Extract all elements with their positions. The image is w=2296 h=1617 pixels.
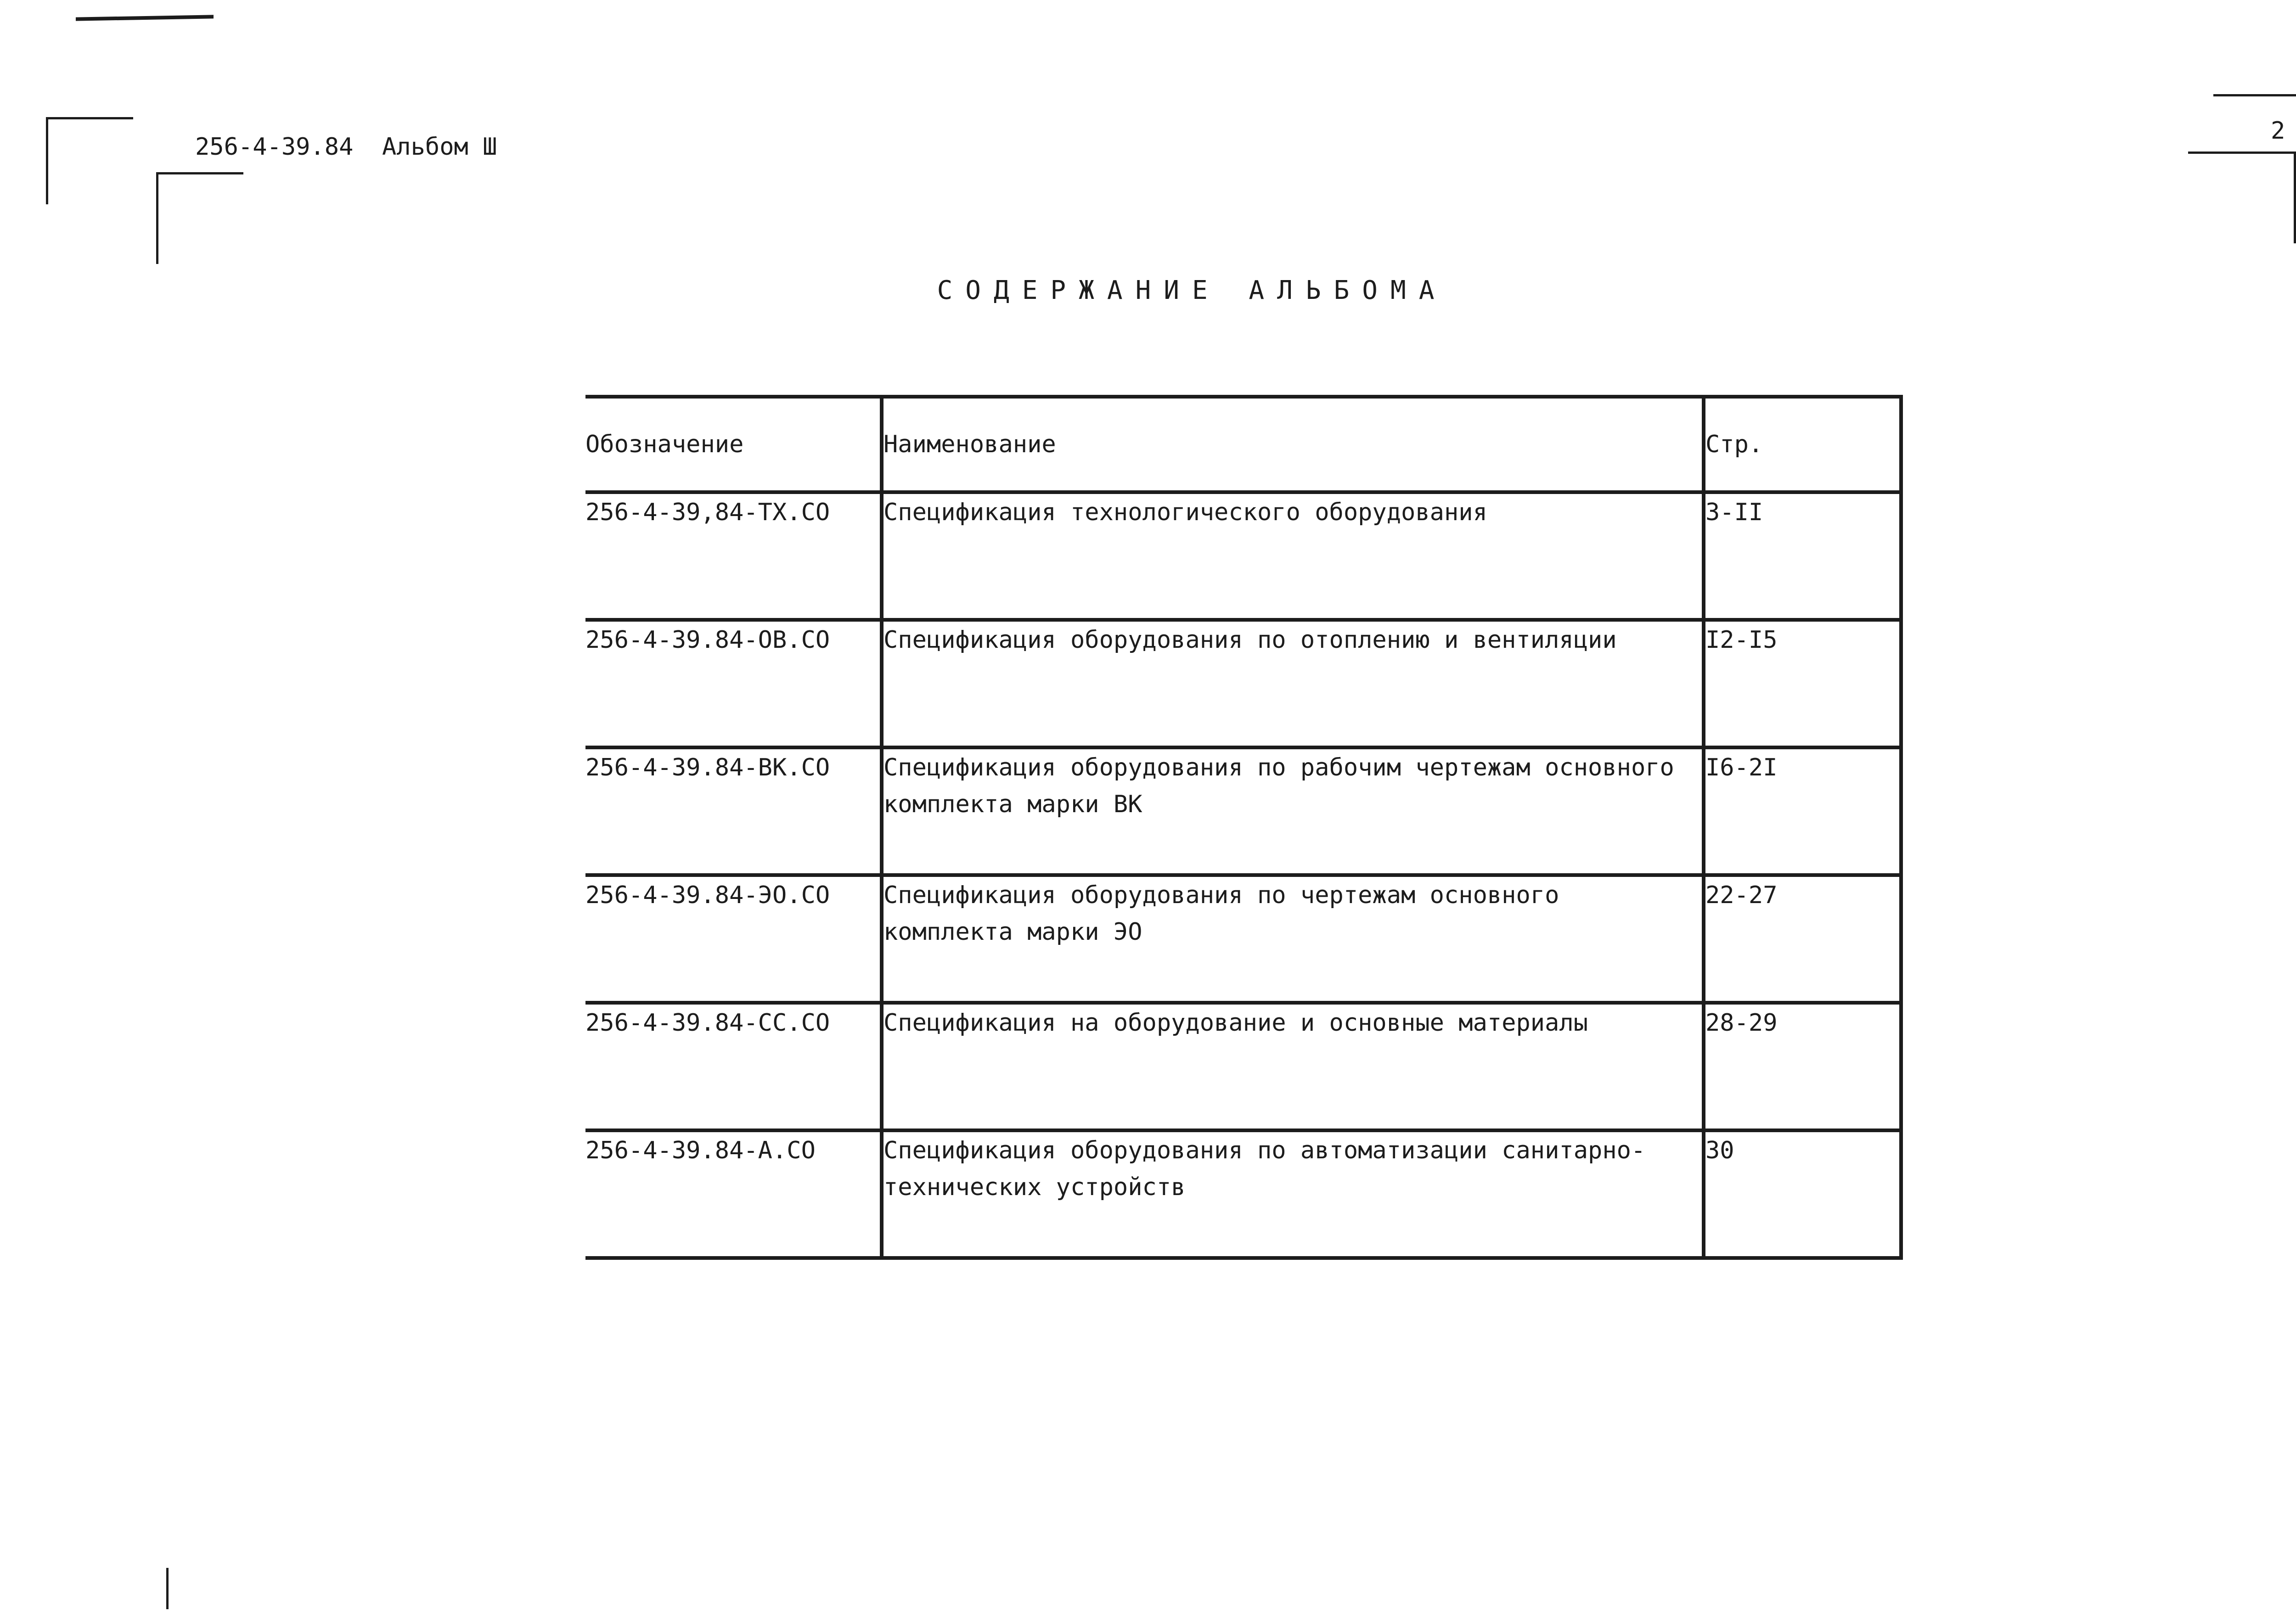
table-row <box>585 875 1901 1003</box>
table-header-row <box>585 397 1901 492</box>
column-header-designation: Обозначение <box>585 397 882 492</box>
frame-corner-inner-top-left-v <box>156 172 158 264</box>
row-name: Спецификация оборудования по автоматизации санитарно-технических устройств <box>882 1130 1704 1258</box>
page-title: СОДЕРЖАНИЕ АЛЬБОМА <box>937 275 1447 305</box>
row-name: Спецификация на оборудование и основные материалы <box>882 1003 1704 1130</box>
row-pages: 3-II <box>1704 492 1901 620</box>
row-name: Спецификация технологического оборудования <box>882 492 1704 620</box>
frame-corner-outer-top-right-h <box>2213 94 2296 96</box>
row-designation: 256-4-39.84-А.СО <box>585 1130 882 1258</box>
row-name: Спецификация оборудования по рабочим чертежам основного комплекта марки ВК <box>882 747 1704 875</box>
row-designation: 256-4-39.84-ЭО.СО <box>585 875 882 1003</box>
row-designation: 256-4-39,84-ТХ.СО <box>585 492 882 620</box>
scan-mark-top-left <box>76 15 214 21</box>
row-pages: I6-2I <box>1704 747 1901 875</box>
frame-corner-inner-top-right-v <box>2294 152 2296 243</box>
row-pages: I2-I5 <box>1704 620 1901 747</box>
album-label: Альбом Ш <box>382 133 497 161</box>
row-pages: 22-27 <box>1704 875 1901 1003</box>
table-row <box>585 1003 1901 1130</box>
column-header-name: Наименование <box>882 397 1704 492</box>
document-code: 256-4-39.84 <box>195 133 354 161</box>
contents-table <box>585 395 1903 1260</box>
row-designation: 256-4-39.84-ВК.СО <box>585 747 882 875</box>
frame-corner-inner-top-right-h <box>2188 152 2296 154</box>
row-name: Спецификация оборудования по отоплению и вентиляции <box>882 620 1704 747</box>
table-row <box>585 620 1901 747</box>
row-designation: 256-4-39.84-ОВ.СО <box>585 620 882 747</box>
table-row <box>585 492 1901 620</box>
table-row <box>585 1130 1901 1258</box>
column-header-pages: Стр. <box>1704 397 1901 492</box>
frame-corner-outer-top-left-v <box>46 117 48 204</box>
row-name: Спецификация оборудования по чертежам основного комплекта марки ЭО <box>882 875 1704 1003</box>
row-pages: 28-29 <box>1704 1003 1901 1130</box>
frame-corner-inner-top-left-h <box>156 172 243 174</box>
frame-mark-bottom-left <box>166 1568 169 1609</box>
page-number: 2 <box>2271 117 2285 145</box>
document-header <box>195 133 497 161</box>
row-pages: 30 <box>1704 1130 1901 1258</box>
frame-corner-outer-top-left-h <box>46 117 133 119</box>
table-row <box>585 747 1901 875</box>
row-designation: 256-4-39.84-СС.СО <box>585 1003 882 1130</box>
